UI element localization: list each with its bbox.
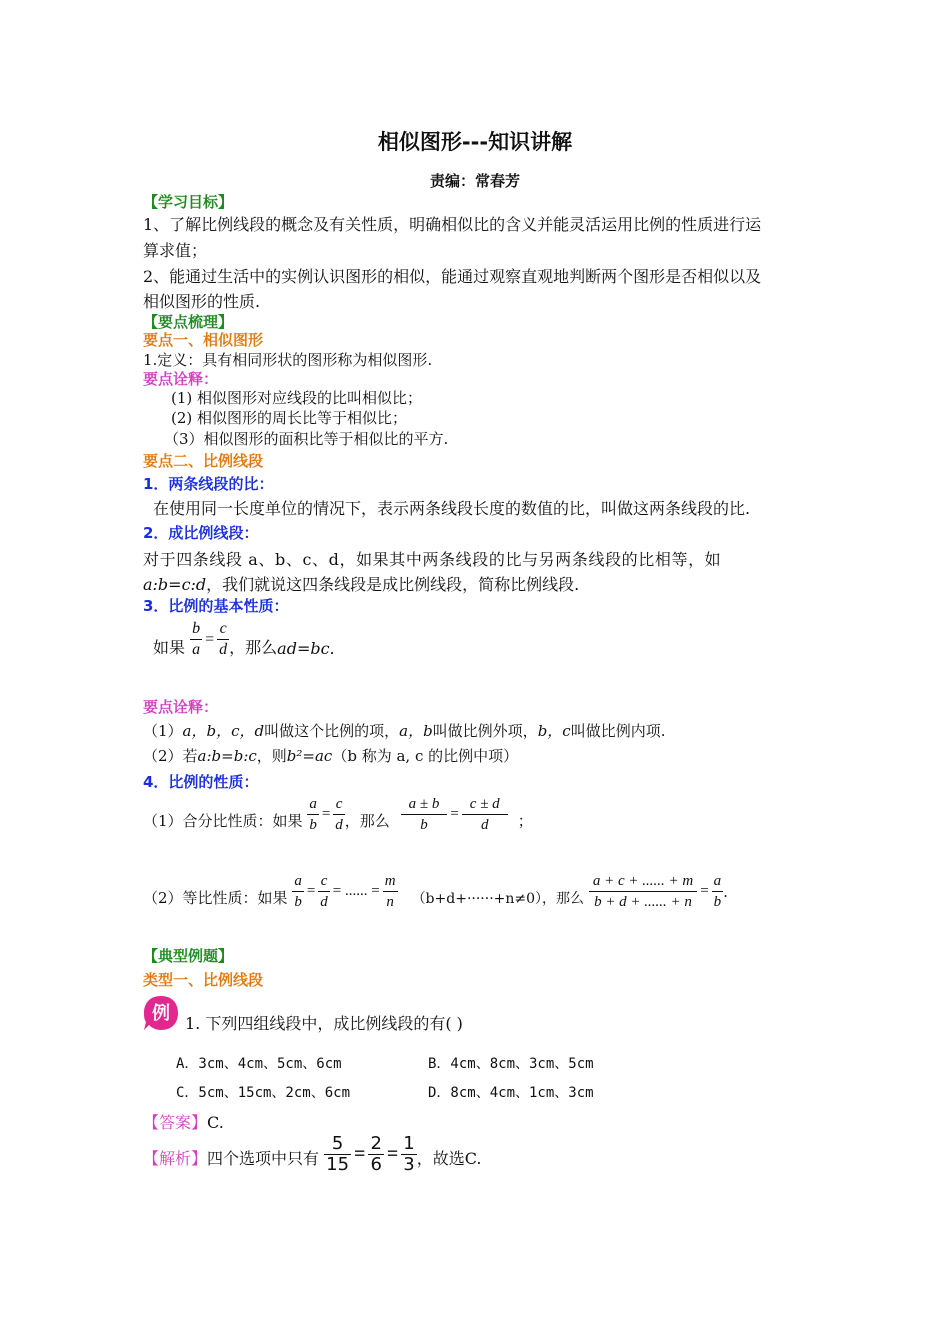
goal-1-line-1: 1、了解比例线段的概念及有关性质，明确相似比的含义并能灵活运用比例的性质进行运 (143, 215, 762, 234)
examples-heading: 【典型例题】 (143, 947, 234, 965)
option-a[interactable]: A．3cm、4cm、5cm、6cm (176, 1056, 342, 1072)
analysis-frac-2-6: $\frac{2}{6}$ (370, 1133, 382, 1175)
sub2-expr: a:b=c:d (143, 575, 207, 594)
example-badge-icon (142, 994, 180, 1032)
point2-heading: 要点二、比例线段 (143, 452, 264, 470)
point1-note-1: (1) 相似图形对应线段的比叫相似比； (171, 389, 423, 407)
sub3-heading: 3．比例的基本性质： (143, 597, 289, 615)
point2-note-1: （1）a，b，c，d叫做这个比例的项，a，b叫做比例外项，b，c叫做比例内项. (143, 722, 666, 740)
prop2-frac-m-n: $\frac{m}{n}$ (384, 873, 396, 910)
answer-line (143, 1110, 224, 1133)
sub2-heading: 2．成比例线段： (143, 524, 259, 542)
sub3-if: 如果 (153, 638, 186, 657)
option-b[interactable]: B．4cm、8cm、3cm、5cm (428, 1056, 594, 1072)
sub2-line-1: 对于四条线段 a、b、c、d，如果其中两条线段的比与另两条线段的比相等，如 (143, 550, 722, 569)
prop1-frac-c-d: $\frac{c}{d}$ (335, 796, 343, 833)
point1-note-2: (2) 相似图形的周长比等于相似比； (171, 409, 408, 427)
sub3-frac-b-a: $\frac{b}{a}$ (192, 620, 201, 658)
option-c[interactable]: C．5cm、15cm、2cm、6cm (176, 1085, 351, 1101)
prop1-frac-left: $\frac{a \pm b}{b}$ (401, 794, 448, 835)
sub2-line-2 (143, 572, 579, 595)
sub3-formula: 如果 $\frac{b}{a}$ = $\frac{c}{d}$ ，那么ad=bc. (153, 620, 335, 658)
goal-2-line-1: 2、能通过生活中的实例认识图形的相似，能通过观察直观地判断两个图形是否相似以及 (143, 267, 762, 286)
prop1-formula: （1）合分比性质：如果 $\frac{a}{b}$ = $\frac{c}{d}$ ，那么 $\frac{a \pm b}{b}$ = $\frac{c \pm d}{d}$ ； (143, 796, 533, 833)
point1-definition: 1.定义：具有相同形状的图形称为相似图形. (143, 351, 433, 369)
prop2-frac-a-b: $\frac{a}{b}$ (294, 873, 302, 910)
analysis-frac-1-3: $\frac{1}{3}$ (403, 1133, 415, 1175)
editor-line: 责编：常春芳 (429, 172, 520, 190)
analysis-line: 【解析】四个选项中只有 $\frac{5}{15}$ = $\frac{2}{6}$ = $\frac{1}{3}$ ，故选C. (143, 1133, 482, 1175)
sub3-result: ad=bc. (277, 639, 335, 658)
sub3-frac-c-d: $\frac{c}{d}$ (219, 620, 228, 658)
point2-note-2: （2）若a:b=b:c，则b²=ac（b 称为 a, c 的比例中项） (143, 747, 519, 765)
point1-heading: 要点一、相似图形 (143, 331, 264, 349)
answer-value: C. (207, 1113, 224, 1132)
prop2-frac-c-d: $\frac{c}{d}$ (320, 873, 328, 910)
example-badge-label: 例 (152, 1003, 170, 1024)
point2-notes-heading: 要点诠释： (143, 698, 219, 716)
prop1-frac-right: $\frac{c \pm d}{d}$ (462, 794, 508, 835)
sub2-rest: ，我们就说这四条线段是成比例线段，简称比例线段. (206, 575, 580, 594)
option-d[interactable]: D．8cm、4cm、1cm、3cm (428, 1085, 594, 1101)
sub4-heading: 4．比例的性质： (143, 773, 259, 791)
analysis-label: 【解析】 (143, 1149, 208, 1168)
keypoints-heading: 【要点梳理】 (143, 313, 234, 331)
point1-notes-heading: 要点诠释： (143, 370, 219, 388)
goal-1-line-2: 算求值； (143, 241, 208, 260)
sub1-heading: 1．两条线段的比： (143, 475, 274, 493)
sub1-text: 在使用同一长度单位的情况下，表示两条线段长度的数值的比，叫做这两条线段的比. (153, 499, 751, 518)
point1-note-3: （3）相似图形的面积比等于相似比的平方. (164, 430, 449, 448)
prop2-frac-sum: $\frac{a + c + ...... + m}{b + d + ...... + n}$ (589, 871, 697, 912)
page-title: 相似图形---知识讲解 (377, 130, 573, 154)
prop2-formula: （2）等比性质：如果 $\frac{a}{b}$ = $\frac{c}{d}$ = ...... = $\frac{m}{n}$ （b+d+······+n≠0），那么 $\frac{a + c + ...... + m}{b + d + ...... + n}$ = $\frac{a}{b}$ . (143, 873, 728, 910)
prop1-frac-a-b: $\frac{a}{b}$ (309, 796, 317, 833)
type1-heading: 类型一、比例线段 (143, 971, 264, 989)
prop2-frac-a-b-result: $\frac{a}{b}$ (713, 873, 722, 910)
sub3-then: ，那么 (229, 638, 278, 657)
question-1: 1. 下列四组线段中，成比例线段的有( ) (185, 1014, 463, 1033)
learning-goals-heading: 【学习目标】 (143, 193, 234, 211)
goal-2-line-2: 相似图形的性质. (143, 292, 261, 311)
answer-label: 【答案】 (143, 1113, 208, 1132)
analysis-frac-5-15: $\frac{5}{15}$ (326, 1133, 350, 1175)
